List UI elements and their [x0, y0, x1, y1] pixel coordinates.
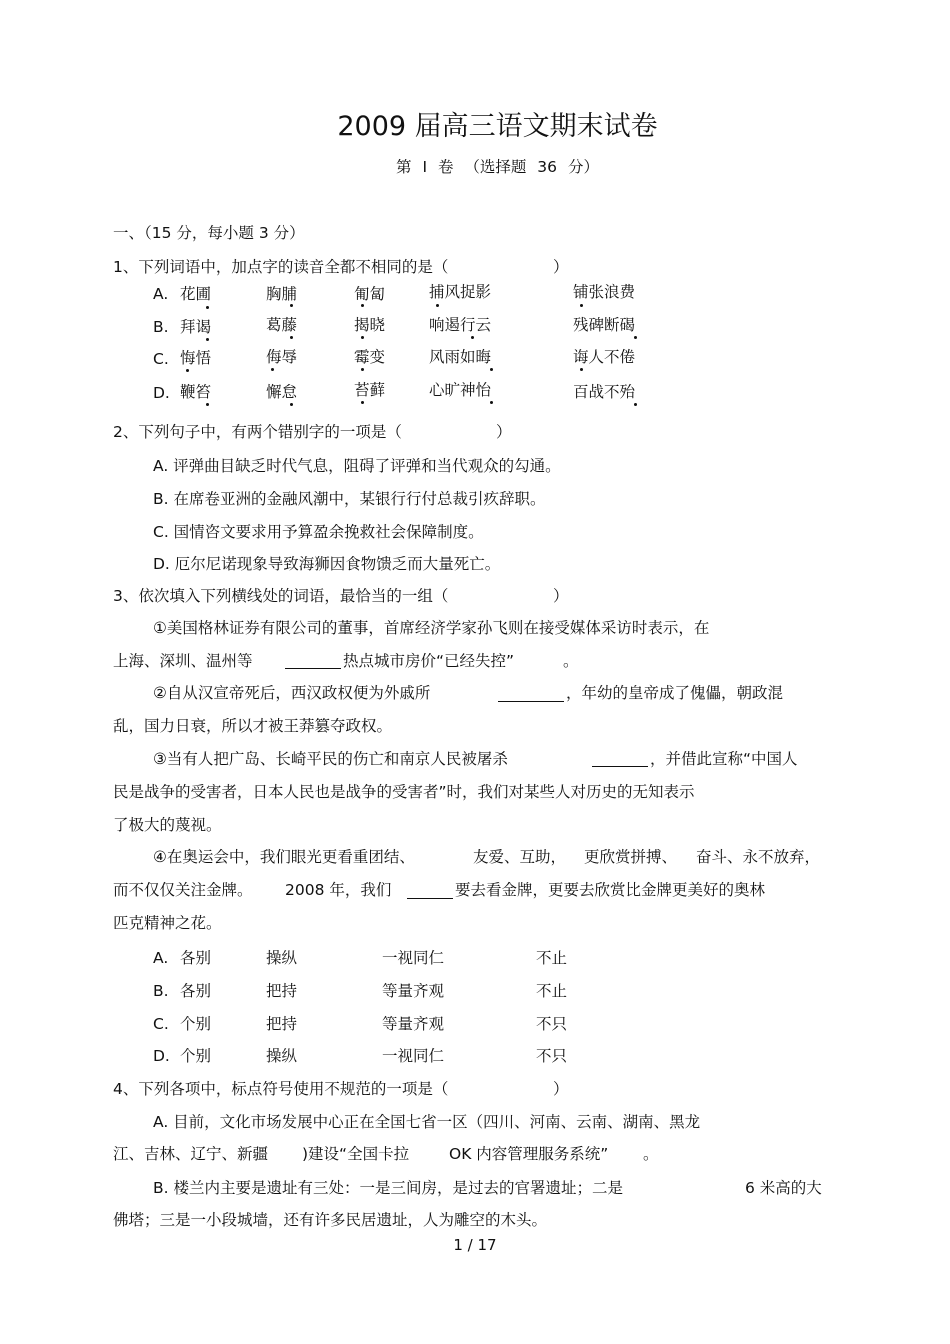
emphasis-dot — [271, 368, 274, 371]
option-letter: C. — [153, 1015, 169, 1033]
passage-line: 匹克精神之花。 — [113, 914, 222, 932]
word-item: 不止 — [536, 982, 568, 1000]
passage-line: ，并借此宣称“中国人 — [650, 750, 798, 768]
question-4-option-b-line-2: 佛塔；三是一小段城墙，还有许多民居遗址，人为雕空的木头。 — [113, 1211, 548, 1229]
question-1-close: ） — [553, 258, 569, 276]
emphasis-dot — [186, 369, 189, 372]
option-letter: B. — [153, 982, 169, 1000]
word-item: 悔悟 — [180, 349, 212, 367]
word-item: 匍匐 — [354, 285, 386, 303]
question-4-option-a-line-1: A. 目前，文化市场发展中心正在全国七省一区（四川、河南、云南、湖南、黑龙 — [153, 1113, 701, 1131]
emphasis-dot — [361, 304, 364, 307]
option-letter: C. — [153, 350, 169, 368]
word-item: 残碑断碣 — [573, 316, 636, 334]
question-2-close: ） — [496, 423, 512, 441]
question-1-stem: 1、下列词语中，加点字的读音全都不相同的是（ — [113, 258, 449, 276]
question-3-stem: 3、依次填入下列横线处的词语，最恰当的一组（ — [113, 587, 449, 605]
page-title: 2009 届高三语文期末试卷 — [337, 111, 658, 142]
option-letter: D. — [153, 384, 170, 402]
emphasis-dot — [471, 336, 474, 339]
emphasis-dot — [290, 403, 293, 406]
passage-line: ，年幼的皇帝成了傀儡，朝政混 — [566, 684, 784, 702]
passage-line: 。 — [563, 652, 579, 670]
question-2-option-c: C. 国情咨文要求用予算盈余挽救社会保障制度。 — [153, 523, 484, 541]
emphasis-dot — [580, 304, 583, 307]
passage-line: 要去看金牌，更要去欣赏比金牌更美好的奥林 — [455, 881, 766, 899]
passage-line: 民是战争的受害者，日本人民也是战争的受害者”时，我们对某些人对历史的无知表示 — [113, 783, 695, 801]
emphasis-dot — [206, 403, 209, 406]
word-item: 响遏行云 — [429, 316, 492, 334]
word-item: 操纵 — [266, 1047, 298, 1065]
passage-line: 2008 年，我们 — [285, 881, 392, 899]
passage-line: ③当有人把广岛、长崎平民的伤亡和南京人民被屠杀 — [153, 750, 508, 768]
word-item: 各别 — [180, 949, 212, 967]
question-4-option-a-line-2: 江、吉林、辽宁、新疆 — [113, 1145, 269, 1163]
emphasis-dot — [580, 368, 583, 371]
question-2-stem: 2、下列句子中，有两个错别字的一项是（ — [113, 423, 402, 441]
option-letter: D. — [153, 1047, 170, 1065]
passage-line: 而不仅仅关注金牌。 — [113, 881, 253, 899]
question-4-option-a-line-2d: 。 — [643, 1145, 659, 1163]
word-item: 拜谒 — [180, 318, 212, 336]
question-2-option-b: B. 在席卷亚洲的金融风潮中，某银行行付总裁引疚辞职。 — [153, 490, 546, 508]
word-item: 诲人不倦 — [573, 348, 636, 366]
emphasis-dot — [634, 336, 637, 339]
passage-line: 奋斗、永不放弃， — [696, 848, 821, 866]
page-number: 1 / 17 — [453, 1236, 497, 1254]
word-item: 侮辱 — [266, 348, 298, 366]
word-item: 把持 — [266, 982, 298, 1000]
word-item: 霉变 — [354, 348, 386, 366]
question-4-stem: 4、下列各项中，标点符号使用不规范的一项是（ — [113, 1080, 449, 1098]
emphasis-dot — [361, 401, 364, 404]
word-item: 各别 — [180, 982, 212, 1000]
word-item: 心旷神怡 — [429, 381, 492, 399]
option-letter: A. — [153, 285, 169, 303]
question-4-option-a-line-2b: )建设“全国卡拉 — [302, 1145, 410, 1163]
passage-line: 友爱、互助， — [473, 848, 567, 866]
word-item: 不只 — [536, 1047, 568, 1065]
answer-blank — [285, 656, 341, 669]
word-item: 一视同仁 — [382, 949, 445, 967]
answer-blank — [407, 886, 453, 899]
emphasis-dot — [634, 403, 637, 406]
answer-blank — [592, 754, 648, 767]
passage-line: ②自从汉宣帝死后，西汉政权便为外戚所 — [153, 684, 431, 702]
question-2-option-a: A. 评弹曲目缺乏时代气息，阻碍了评弹和当代观众的勾通。 — [153, 457, 561, 475]
passage-line: ④在奥运会中，我们眼光更看重团结、 — [153, 848, 415, 866]
question-4-close: ） — [553, 1080, 569, 1098]
word-item: 个别 — [180, 1015, 212, 1033]
question-4-option-a-line-2c: OK 内容管理服务系统” — [449, 1145, 609, 1163]
passage-line: ①美国格林证券有限公司的董事，首席经济学家孙飞则在接受媒体采访时表示，在 — [153, 619, 710, 637]
answer-blank — [498, 689, 564, 702]
word-item: 等量齐观 — [382, 1015, 445, 1033]
word-item: 鞭笞 — [180, 383, 212, 401]
emphasis-dot — [361, 368, 364, 371]
emphasis-dot — [206, 338, 209, 341]
question-4-option-b-line-1b: 6 米高的大 — [745, 1179, 822, 1197]
passage-line: 更欣赏拼搏、 — [584, 848, 678, 866]
passage-line: 热点城市房价“已经失控” — [343, 652, 515, 670]
question-2-option-d: D. 厄尔尼诺现象导致海狮因食物馈乏而大量死亡。 — [153, 555, 501, 573]
option-letter: B. — [153, 318, 169, 336]
word-item: 铺张浪费 — [573, 283, 636, 301]
emphasis-dot — [490, 368, 493, 371]
word-item: 把持 — [266, 1015, 298, 1033]
emphasis-dot — [290, 336, 293, 339]
emphasis-dot — [436, 304, 439, 307]
emphasis-dot — [206, 306, 209, 309]
word-item: 胸脯 — [266, 285, 298, 303]
word-item: 捕风捉影 — [429, 283, 492, 301]
word-item: 揭晓 — [354, 316, 386, 334]
passage-line: 乱，国力日衰，所以才被王莽篡夺政权。 — [113, 717, 393, 735]
word-item: 风雨如晦 — [429, 348, 492, 366]
emphasis-dot — [361, 336, 364, 339]
word-item: 花圃 — [180, 285, 212, 303]
passage-line: 了极大的蔑视。 — [113, 816, 222, 834]
emphasis-dot — [290, 304, 293, 307]
word-item: 葛藤 — [266, 316, 298, 334]
option-letter: A. — [153, 949, 169, 967]
page-subtitle: 第 I 卷 （选择题 36 分） — [396, 158, 599, 176]
word-item: 百战不殆 — [573, 383, 636, 401]
question-3-close: ） — [553, 587, 569, 605]
word-item: 苔藓 — [354, 381, 386, 399]
word-item: 一视同仁 — [382, 1047, 445, 1065]
word-item: 懈怠 — [266, 383, 298, 401]
passage-line: 上海、深圳、温州等 — [113, 652, 253, 670]
word-item: 个别 — [180, 1047, 212, 1065]
emphasis-dot — [490, 401, 493, 404]
word-item: 操纵 — [266, 949, 298, 967]
question-4-option-b-line-1: B. 楼兰内主要是遗址有三处：一是三间房，是过去的官署遗址；二是 — [153, 1179, 623, 1197]
word-item: 等量齐观 — [382, 982, 445, 1000]
word-item: 不止 — [536, 949, 568, 967]
word-item: 不只 — [536, 1015, 568, 1033]
section-heading: 一、（15 分，每小题 3 分） — [113, 224, 305, 242]
